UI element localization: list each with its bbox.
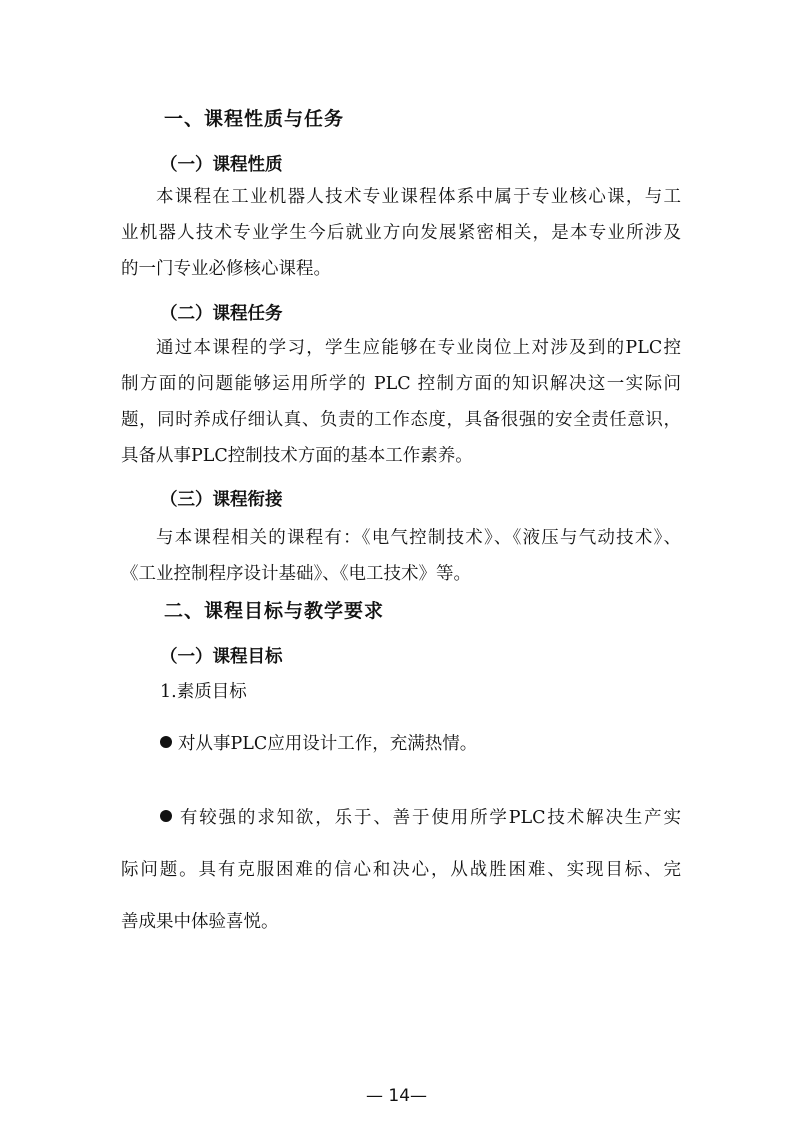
section2-heading: 二、课程目标与教学要求 — [164, 600, 385, 622]
paragraph-line: 《工业控制程序设计基础》、《电工技术》等。 — [121, 564, 471, 584]
paragraph-line: 的一门专业必修核心课程。 — [121, 259, 331, 279]
bullet-item — [160, 730, 477, 755]
bullet-text: 对从事PLC应用设计工作，充满热情。 — [178, 734, 478, 754]
goal-heading: （一）课程目标 — [160, 647, 283, 667]
quality-goal-label: 1.素质目标 — [160, 682, 247, 702]
link-heading: （三）课程衔接 — [160, 490, 283, 510]
paragraph-line: 通过本课程的学习，学生应能够在专业岗位上对涉及到的PLC控 — [156, 338, 681, 358]
paragraph-line: 与本课程相关的课程有：《电气控制技术》、《液压与气动技术》、 — [156, 528, 681, 548]
bullet-text: 有较强的求知欲，乐于、善于使用所学PLC技术解决生产实 — [178, 808, 681, 828]
task-heading: （二）课程任务 — [160, 304, 283, 324]
paragraph-line: 制方面的问题能够运用所学的 PLC 控制方面的知识解决这一实际问 — [121, 374, 681, 394]
paragraph-line: 具备从事PLC控制技术方面的基本工作素养。 — [121, 446, 473, 466]
nature-paragraph — [121, 179, 681, 287]
bullet-dot-icon — [160, 736, 172, 748]
task-paragraph — [121, 330, 681, 474]
bullet-item — [121, 792, 681, 948]
paragraph-line: 善成果中体验喜悦。 — [121, 912, 279, 932]
paragraph-line: 业机器人技术专业学生今后就业方向发展紧密相关，是本专业所涉及 — [121, 223, 681, 243]
link-paragraph — [121, 520, 681, 592]
paragraph-line: 题，同时养成仔细认真、负责的工作态度，具备很强的安全责任意识， — [121, 410, 681, 430]
page-number: — 14— — [365, 1086, 428, 1106]
paragraph-line — [121, 792, 681, 844]
paragraph-line: 本课程在工业机器人技术专业课程体系中属于专业核心课，与工 — [156, 187, 681, 207]
section1-heading: 一、课程性质与任务 — [164, 108, 345, 130]
nature-heading: （一）课程性质 — [160, 155, 283, 175]
bullet-dot-icon — [160, 810, 172, 822]
paragraph-line: 际问题。具有克服困难的信心和决心，从战胜困难、实现目标、完 — [121, 860, 681, 880]
